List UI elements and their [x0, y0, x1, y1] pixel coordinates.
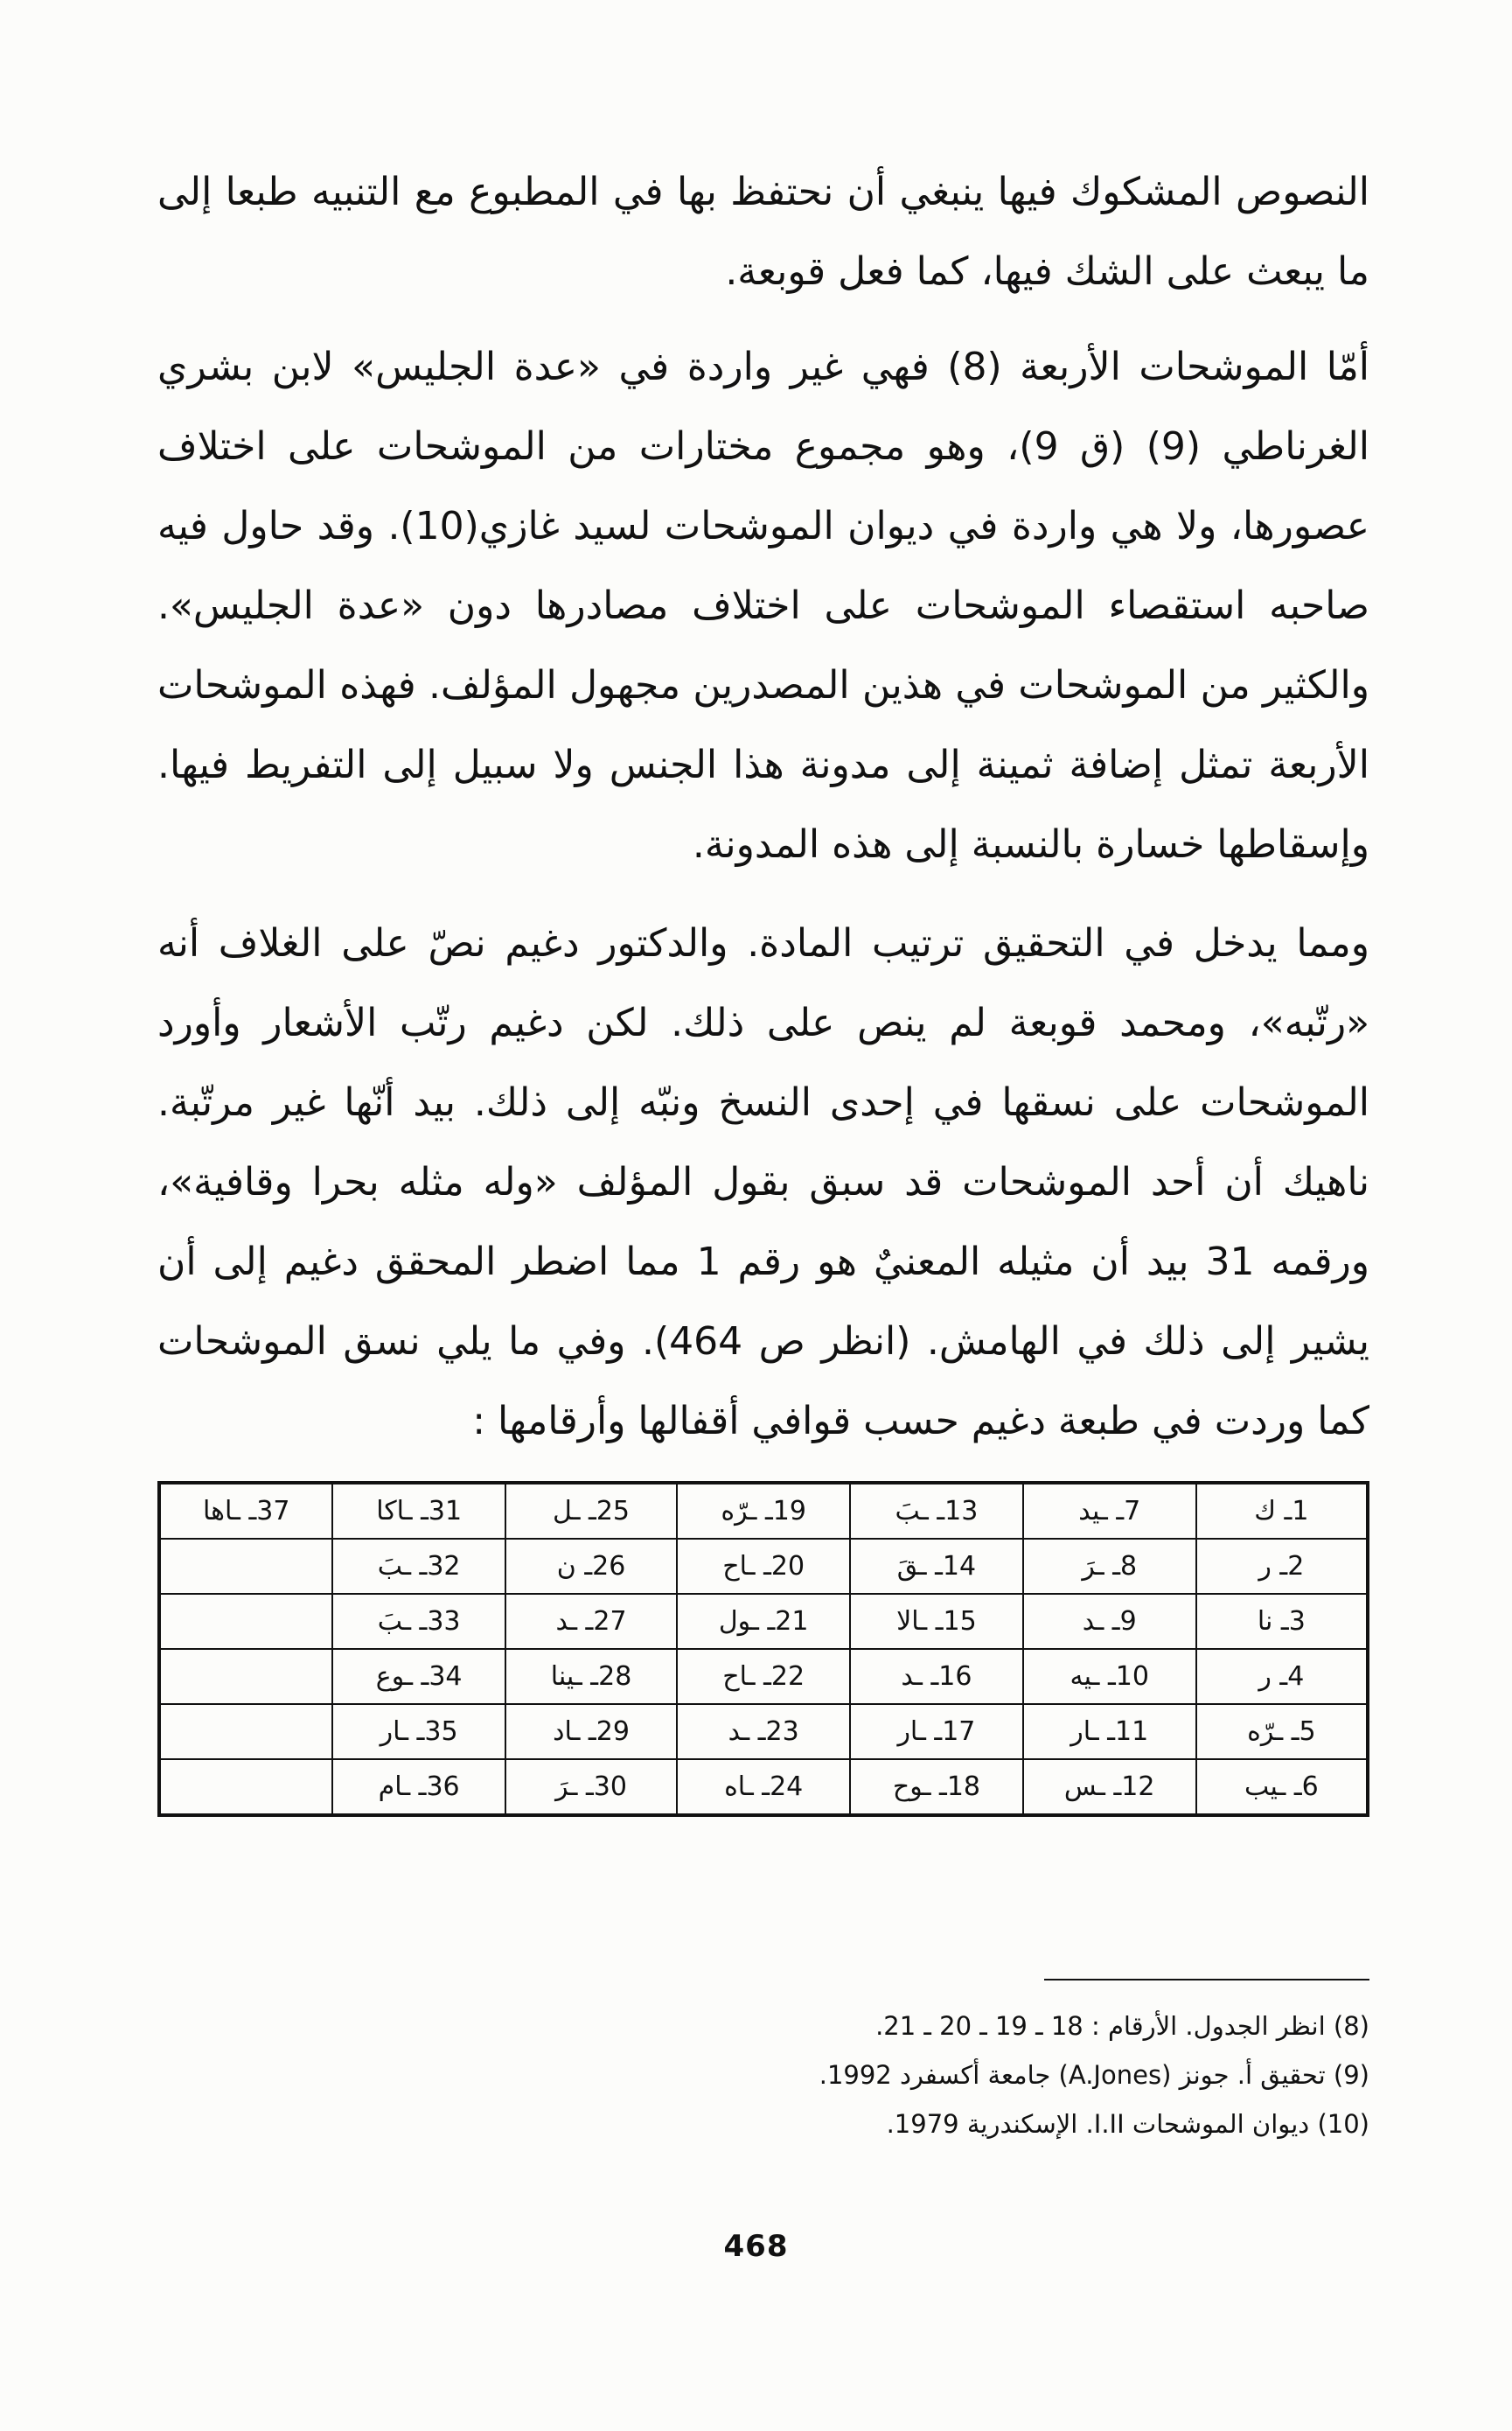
- footnote-10: (10) ديوان الموشحات I.II. الإسكندرية 1979.: [886, 2109, 1369, 2139]
- table-cell: 35ـ ـار: [332, 1704, 505, 1759]
- table-cell: 27ـ ـد: [505, 1594, 677, 1649]
- table-cell: 7ـ ـيد: [1023, 1483, 1196, 1539]
- table-cell: 29ـ ـاد: [505, 1704, 677, 1759]
- table-cell: 12ـ ـس: [1023, 1759, 1196, 1815]
- table-cell: 25ـ ـل: [505, 1483, 677, 1539]
- page-number: 468: [723, 2229, 789, 2264]
- paragraph-text: أمّا الموشحات الأربعة (8) فهي غير واردة في «عدة الجليس» لابن بشري الغرناطي (9) (ق 9)، وهو مجموع مختارات من الموشحات على اختلاف عصورها، ولا هي واردة في ديوان الموشحات لسيد غازي(10). وقد حاول فيه صاحبه استقصاء الموشحات على اختلاف مصادرها دون «عدة الجليس». والكثير من الموشحات في هذين المصدرين مجهول المؤلف. فهذه الموشحات الأربعة تمثل إضافة ثمينة إلى مدونة هذا الجنس ولا سبيل إلى التفريط فيها. وإسقاطها خسارة بالنسبة إلى هذه المدونة.: [157, 345, 1370, 867]
- table-cell: [159, 1539, 332, 1594]
- table-cell: 18ـ ـوح: [850, 1759, 1023, 1815]
- table-cell: 4ـ ر: [1196, 1649, 1368, 1704]
- table-cell: 26ـ ن: [505, 1539, 677, 1594]
- table-row: [159, 1649, 1368, 1704]
- paragraph-ordering: [157, 904, 1369, 1461]
- table-cell: 10ـ ـيه: [1023, 1649, 1196, 1704]
- table-cell: 17ـ ـار: [850, 1704, 1023, 1759]
- table-cell: 20ـ ـاح: [677, 1539, 850, 1594]
- table-cell: 11ـ ـار: [1023, 1704, 1196, 1759]
- table-cell: 30ـ ـرَ: [505, 1759, 677, 1815]
- table-cell: 14ـ ـقَ: [850, 1539, 1023, 1594]
- table-cell: 22ـ ـاح: [677, 1649, 850, 1704]
- table-cell: 2ـ ر: [1196, 1539, 1368, 1594]
- paragraph-text: النصوص المشكوك فيها ينبغي أن نحتفظ بها في المطبوع مع التنبيه طبعا إلى ما يبعث على الشك فيها، كما فعل قوبعة.: [157, 170, 1369, 294]
- table-cell: 1ـ ك: [1196, 1483, 1368, 1539]
- table-row: [159, 1539, 1368, 1594]
- paragraph-text: ومما يدخل في التحقيق ترتيب المادة. والدكتور دغيم نصّ على الغلاف أنه «رتّبه»، ومحمد قوبعة لم ينص على ذلك. لكن دغيم رتّب الأشعار وأورد الموشحات على نسقها في إحدى النسخ ونبّه إلى ذلك. بيد أنّها غير مرتّبة. ناهيك أن أحد الموشحات قد سبق بقول المؤلف «وله مثله بحرا وقافية»، ورقمه 31 بيد أن مثيله المعنيٌ هو رقم 1 مما اضطر المحقق دغيم إلى أن يشير إلى ذلك في الهامش. (انظر ص 464). وفي ما يلي نسق الموشحات كما وردت في طبعة دغيم حسب قوافي أقفالها وأرقامها :: [157, 921, 1370, 1443]
- table-cell: 34ـ ـوع: [332, 1649, 505, 1704]
- table-cell: [159, 1649, 332, 1704]
- footnote-8: (8) انظر الجدول. الأرقام : 18 ـ 19 ـ 20 ـ 21.: [875, 2011, 1369, 2041]
- table-cell: 9ـ ـد: [1023, 1594, 1196, 1649]
- table-cell: 24ـ ـاه: [677, 1759, 850, 1815]
- table-cell: 15ـ ـالا: [850, 1594, 1023, 1649]
- table-cell: 19ـ ـرّه: [677, 1483, 850, 1539]
- table-cell: 31ـ ـاكا: [332, 1483, 505, 1539]
- rhyme-order-table: [157, 1481, 1369, 1817]
- table-cell: 37ـ ـاها: [159, 1483, 332, 1539]
- table-cell: 3ـ نا: [1196, 1594, 1368, 1649]
- table-cell: 21ـ ـول: [677, 1594, 850, 1649]
- paragraph-muwashshahat: [157, 327, 1369, 884]
- paragraph-intro: [157, 152, 1369, 311]
- table-cell: 8ـ ـرَ: [1023, 1539, 1196, 1594]
- footnote-divider: [1044, 1979, 1369, 1980]
- table-cell: 33ـ ـبَ: [332, 1594, 505, 1649]
- table-cell: [159, 1704, 332, 1759]
- table-cell: 36ـ ـام: [332, 1759, 505, 1815]
- table-cell: 28ـ ـينا: [505, 1649, 677, 1704]
- table-cell: [159, 1594, 332, 1649]
- table-row: [159, 1704, 1368, 1759]
- table-cell: 13ـ ـبَ: [850, 1483, 1023, 1539]
- table-cell: [159, 1759, 332, 1815]
- table-row: [159, 1483, 1368, 1539]
- table-row: [159, 1759, 1368, 1815]
- table-row: [159, 1594, 1368, 1649]
- table-cell: 23ـ ـد: [677, 1704, 850, 1759]
- table-cell: 5ـ ـرّه: [1196, 1704, 1368, 1759]
- table-cell: 32ـ ـبَ: [332, 1539, 505, 1594]
- table-cell: 16ـ ـد: [850, 1649, 1023, 1704]
- table-cell: 6ـ ـيب: [1196, 1759, 1368, 1815]
- footnote-9: (9) تحقيق أ. جونز (A.Jones) جامعة أكسفرد 1992.: [819, 2060, 1369, 2090]
- footnotes: [612, 2001, 1369, 2148]
